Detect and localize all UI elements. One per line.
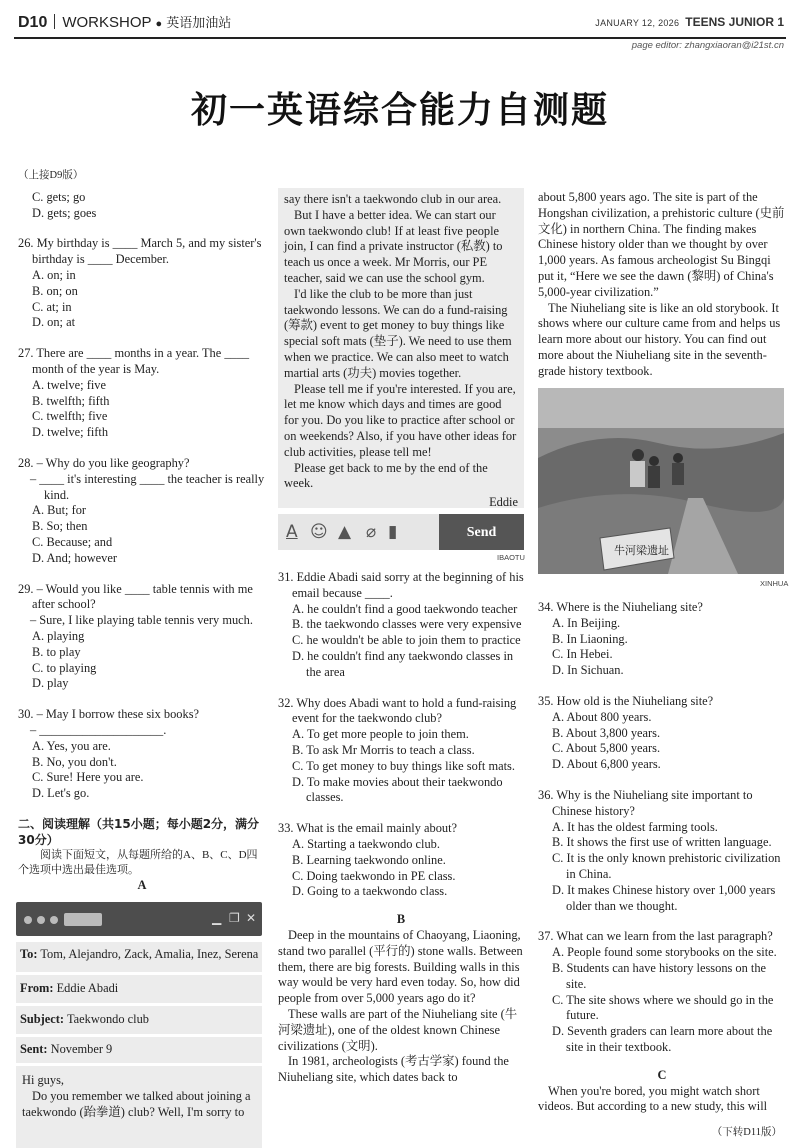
email-from-row <box>16 975 262 1003</box>
question-stem-reply: – ____ it's interesting ____ the teacher is really kind. <box>30 471 265 502</box>
option: C. The site shows where we should go in the future. <box>552 992 774 1023</box>
option: A. playing <box>32 628 85 643</box>
question-stem: 34. Where is the Niuheliang site? <box>538 600 703 614</box>
page-header-right <box>595 15 784 29</box>
option: C. Sure! Here you are. <box>32 770 144 785</box>
option: D. twelve; fifth <box>32 425 109 440</box>
option: B. To ask Mr Morris to teach a class. <box>292 742 475 757</box>
option: A. It has the oldest farming tools. <box>552 819 718 834</box>
issue-date: JANUARY 12, 2026 <box>595 18 680 28</box>
question-stem: 35. How old is the Niuheliang site? <box>538 693 714 708</box>
option: C. About 5,800 years. <box>552 741 661 756</box>
email-subject-row <box>16 1006 262 1034</box>
option: B. In Liaoning. <box>552 631 628 646</box>
email-body-paragraph: But I have a better idea. We can start our own taekwondo club! If at least five people join, I can find a private instructor (私教) to teach us once a week. Mr Morris, our PE teacher, said we can use the school gym. <box>284 207 503 285</box>
email-image-credit: IBAOTU <box>497 553 525 562</box>
question-37 <box>538 929 786 1055</box>
question-stem: 36. Why is the Niuheliang site important to Chinese history? <box>538 787 753 818</box>
option: A. Starting a taekwondo club. <box>292 836 440 851</box>
option: C. twelfth; five <box>32 409 108 424</box>
option: B. on; on <box>32 283 78 298</box>
option: A. People found some storybooks on the site. <box>552 945 777 960</box>
question-29 <box>18 582 266 693</box>
option: C. at; in <box>32 299 72 314</box>
q25-options <box>18 190 266 222</box>
email-to-row <box>16 942 262 972</box>
option: A. To get more people to join them. <box>292 727 469 742</box>
window-tab-icon <box>64 913 102 926</box>
passage-b-paragraph: Deep in the mountains of Chaoyang, Liaoning, stand two parallel (平行的) stone walls. Between them, there are big forests. Building walls in this way would be very hard even today. So, how did people from over 5,000 years ago do it? <box>278 927 523 1006</box>
window-dot-icon <box>50 916 58 924</box>
option: A. he couldn't find a good taekwondo teacher <box>292 601 518 616</box>
page-header-left <box>18 12 231 32</box>
email-subject-value: Taekwondo club <box>66 1012 149 1026</box>
emoji-icon[interactable]: ☺ <box>310 522 328 542</box>
question-stem: 31. Eddie Abadi said sorry at the beginning of his email because ____. <box>278 570 524 600</box>
option: C. Doing taekwondo in PE class. <box>292 868 456 883</box>
option: B. It shows the first use of written language. <box>552 835 772 850</box>
minimize-icon: ▁ <box>212 911 222 925</box>
column-3 <box>538 190 786 380</box>
email-body-start <box>16 1066 262 1148</box>
option: B. No, you don't. <box>32 754 117 769</box>
option: D. play <box>32 676 69 691</box>
option: D. To make movies about their taekwondo classes. <box>292 774 503 805</box>
page-number: D10 <box>18 14 48 31</box>
option: C. It is the only known prehistoric civilization in China. <box>552 851 781 881</box>
restore-icon: ❐ <box>229 911 240 925</box>
question-35 <box>538 694 786 773</box>
column-1 <box>18 168 266 894</box>
email-window-titlebar <box>16 902 262 936</box>
question-30 <box>18 707 266 802</box>
email-greeting: Hi guys, <box>22 1073 64 1087</box>
email-to-value: Tom, Alejandro, Zack, Amalia, Inez, Serena <box>40 947 259 961</box>
question-32 <box>278 696 524 807</box>
option: A. But; for <box>32 503 87 518</box>
email-sent-label: Sent: <box>20 1042 48 1056</box>
text-format-icon[interactable]: A <box>286 522 298 542</box>
header-rule <box>14 37 786 39</box>
option: B. Learning taekwondo online. <box>292 852 446 867</box>
page-title: 初一英语综合能力自测题 <box>190 90 609 131</box>
passage-b-label: B <box>396 912 406 927</box>
site-sign-text: 牛河梁遗址 <box>614 544 669 557</box>
image-icon[interactable]: ▲ <box>338 522 352 542</box>
question-27 <box>18 346 266 441</box>
reading-instructions: 阅读下面短文，从每题所给的A、B、C、D四个选项中选出最佳选项。 <box>18 848 258 876</box>
option: B. So; then <box>32 519 88 534</box>
email-body-paragraph: I'd like the club to be more than just taekwondo lessons. We can do a fund-raising (筹款) event to get money to buy things like special soft mats (垫子). We need to use them when we practice. We can also meet to watch martial arts (功夫) movies together. <box>284 286 512 380</box>
header-divider <box>54 14 55 29</box>
option: C. to playing <box>32 660 97 675</box>
option: B. Students can have history lessons on the site. <box>552 960 767 991</box>
email-sent-value: November 9 <box>50 1042 113 1056</box>
option: C. In Hebei. <box>552 647 613 662</box>
option: B. to play <box>32 644 81 659</box>
attachment-icon[interactable]: ⌀ <box>366 522 377 542</box>
passage-b-paragraph: These walls are part of the Niuheliang site (牛河梁遗址), one of the oldest known Chinese civilizations (文明). <box>278 1006 518 1053</box>
section-name: WORKSHOP <box>62 14 152 31</box>
continued-to: （下转D11版） <box>711 1127 782 1138</box>
continued-from: （上接D9版） <box>18 170 84 181</box>
email-body-paragraph: Do you remember we talked about joining a taekwondo (跆拳道) club? Well, I'm sorry to <box>22 1089 251 1119</box>
email-from-label: From: <box>20 981 54 995</box>
option: A. twelve; five <box>32 377 106 392</box>
email-body-paragraph: Please tell me if you're interested. If you are, let me know which days and times are good for you. Do you like to practice after school or on weekends? Also, if you have other ideas for club activities, please tell me! <box>284 381 517 459</box>
question-stem: 28. – Why do you like geography? <box>18 455 190 470</box>
option: D. Going to a taekwondo class. <box>292 884 448 899</box>
question-stem: 27. There are ____ months in a year. The ____ month of the year is May. <box>18 346 250 376</box>
passage-c-label: C <box>657 1067 667 1082</box>
option: A. About 800 years. <box>552 709 652 724</box>
question-stem: 33. What is the email mainly about? <box>278 821 458 836</box>
column-3-questions <box>538 600 786 1115</box>
trash-icon[interactable]: ▮ <box>388 522 398 542</box>
question-33 <box>278 821 524 900</box>
option: D. he couldn't find any taekwondo classes in the area <box>292 648 514 679</box>
option: D. In Sichuan. <box>552 663 624 678</box>
option: C. gets; go <box>32 189 86 204</box>
option: D. And; however <box>32 550 117 565</box>
email-body-paragraph: say there isn't a taekwondo club in our area. <box>284 192 502 206</box>
option: C. Because; and <box>32 534 113 549</box>
email-body-paragraph: Please get back to me by the end of the week. <box>284 460 488 491</box>
option: A. on; in <box>32 267 76 282</box>
question-34 <box>538 600 786 679</box>
email-sent-row <box>16 1037 262 1063</box>
question-stem: 30. – May I borrow these six books? <box>18 707 200 722</box>
passage-b-paragraph: about 5,800 years ago. The site is part of the Hongshan civilization, a prehistoric culture (史前文化) in northern China. The finding makes Chinese history older than we thought by over 1,000 years. As famous archeologist Su Bingqi put it, “Here we see the dawn (黎明) of China's 5,000-year civilization.” <box>538 190 785 299</box>
photo-illustration <box>538 388 784 574</box>
window-dot-icon <box>37 916 45 924</box>
passage-b-paragraph: In 1981, archeologists (考古学家) found the Niuheliang site, which dates back to <box>278 1054 509 1085</box>
question-stem-reply: – ____________________. <box>30 722 167 737</box>
passage-a-label: A <box>137 877 147 892</box>
question-stem: 32. Why does Abadi want to hold a fund-raising event for the taekwondo club? <box>278 695 517 726</box>
option: D. Let's go. <box>32 786 90 801</box>
option: A. In Beijing. <box>552 615 621 630</box>
column-name: 英语加油站 <box>166 16 232 31</box>
passage-c-paragraph: When you're bored, you might watch short videos. But according to a new study, this will <box>538 1083 768 1114</box>
question-stem: 37. What can we learn from the last paragraph? <box>538 929 773 944</box>
column-2-questions <box>278 570 524 1086</box>
bullet: ● <box>155 18 163 30</box>
send-button[interactable]: Send <box>439 514 524 550</box>
option: D. Seventh graders can learn more about the site in their textbook. <box>552 1024 773 1054</box>
option: D. gets; goes <box>32 205 97 220</box>
niuheliang-site-photo <box>538 388 784 574</box>
email-subject-label: Subject: <box>20 1012 65 1026</box>
email-to-label: To: <box>20 947 38 961</box>
email-signature: Eddie <box>489 495 518 510</box>
window-dot-icon <box>24 916 32 924</box>
question-28 <box>18 456 266 567</box>
option: C. To get money to buy things like soft mats. <box>292 758 515 773</box>
page-editor: page editor: zhangxiaoran@i21st.cn <box>631 40 784 51</box>
question-26 <box>18 236 266 331</box>
option: B. the taekwondo classes were very expensive <box>292 617 522 632</box>
reading-section-title: 二、阅读理解（共15小题；每小题2分，满分30分） <box>18 816 260 847</box>
email-from-value: Eddie Abadi <box>56 981 119 995</box>
column-2 <box>278 192 524 511</box>
option: B. twelfth; fifth <box>32 393 110 408</box>
option: D. It makes Chinese history over 1,000 years older than we thought. <box>552 882 776 913</box>
option: B. About 3,800 years. <box>552 725 661 740</box>
question-stem: 29. – Would you like ____ table tennis with me after school? <box>18 581 253 612</box>
option: D. on; at <box>32 315 76 330</box>
question-stem-reply: – Sure, I like playing table tennis very much. <box>30 613 253 628</box>
option: D. About 6,800 years. <box>552 757 661 772</box>
option: C. he wouldn't be able to join them to practice <box>292 633 521 648</box>
question-36 <box>538 788 786 914</box>
publication-name: TEENS JUNIOR 1 <box>685 15 784 29</box>
option: A. Yes, you are. <box>32 738 111 753</box>
question-31 <box>278 570 524 681</box>
question-stem: 26. My birthday is ____ March 5, and my sister's birthday is ____ December. <box>18 236 262 267</box>
passage-b-paragraph: The Niuheliang site is like an old storybook. It shows where our culture came from and helps us learn more about our history. You can find out more about the Niuheliang site in the seventh-grade history textbook. <box>538 300 781 378</box>
close-icon: ✕ <box>246 911 257 925</box>
photo-credit: XINHUA <box>760 579 789 588</box>
